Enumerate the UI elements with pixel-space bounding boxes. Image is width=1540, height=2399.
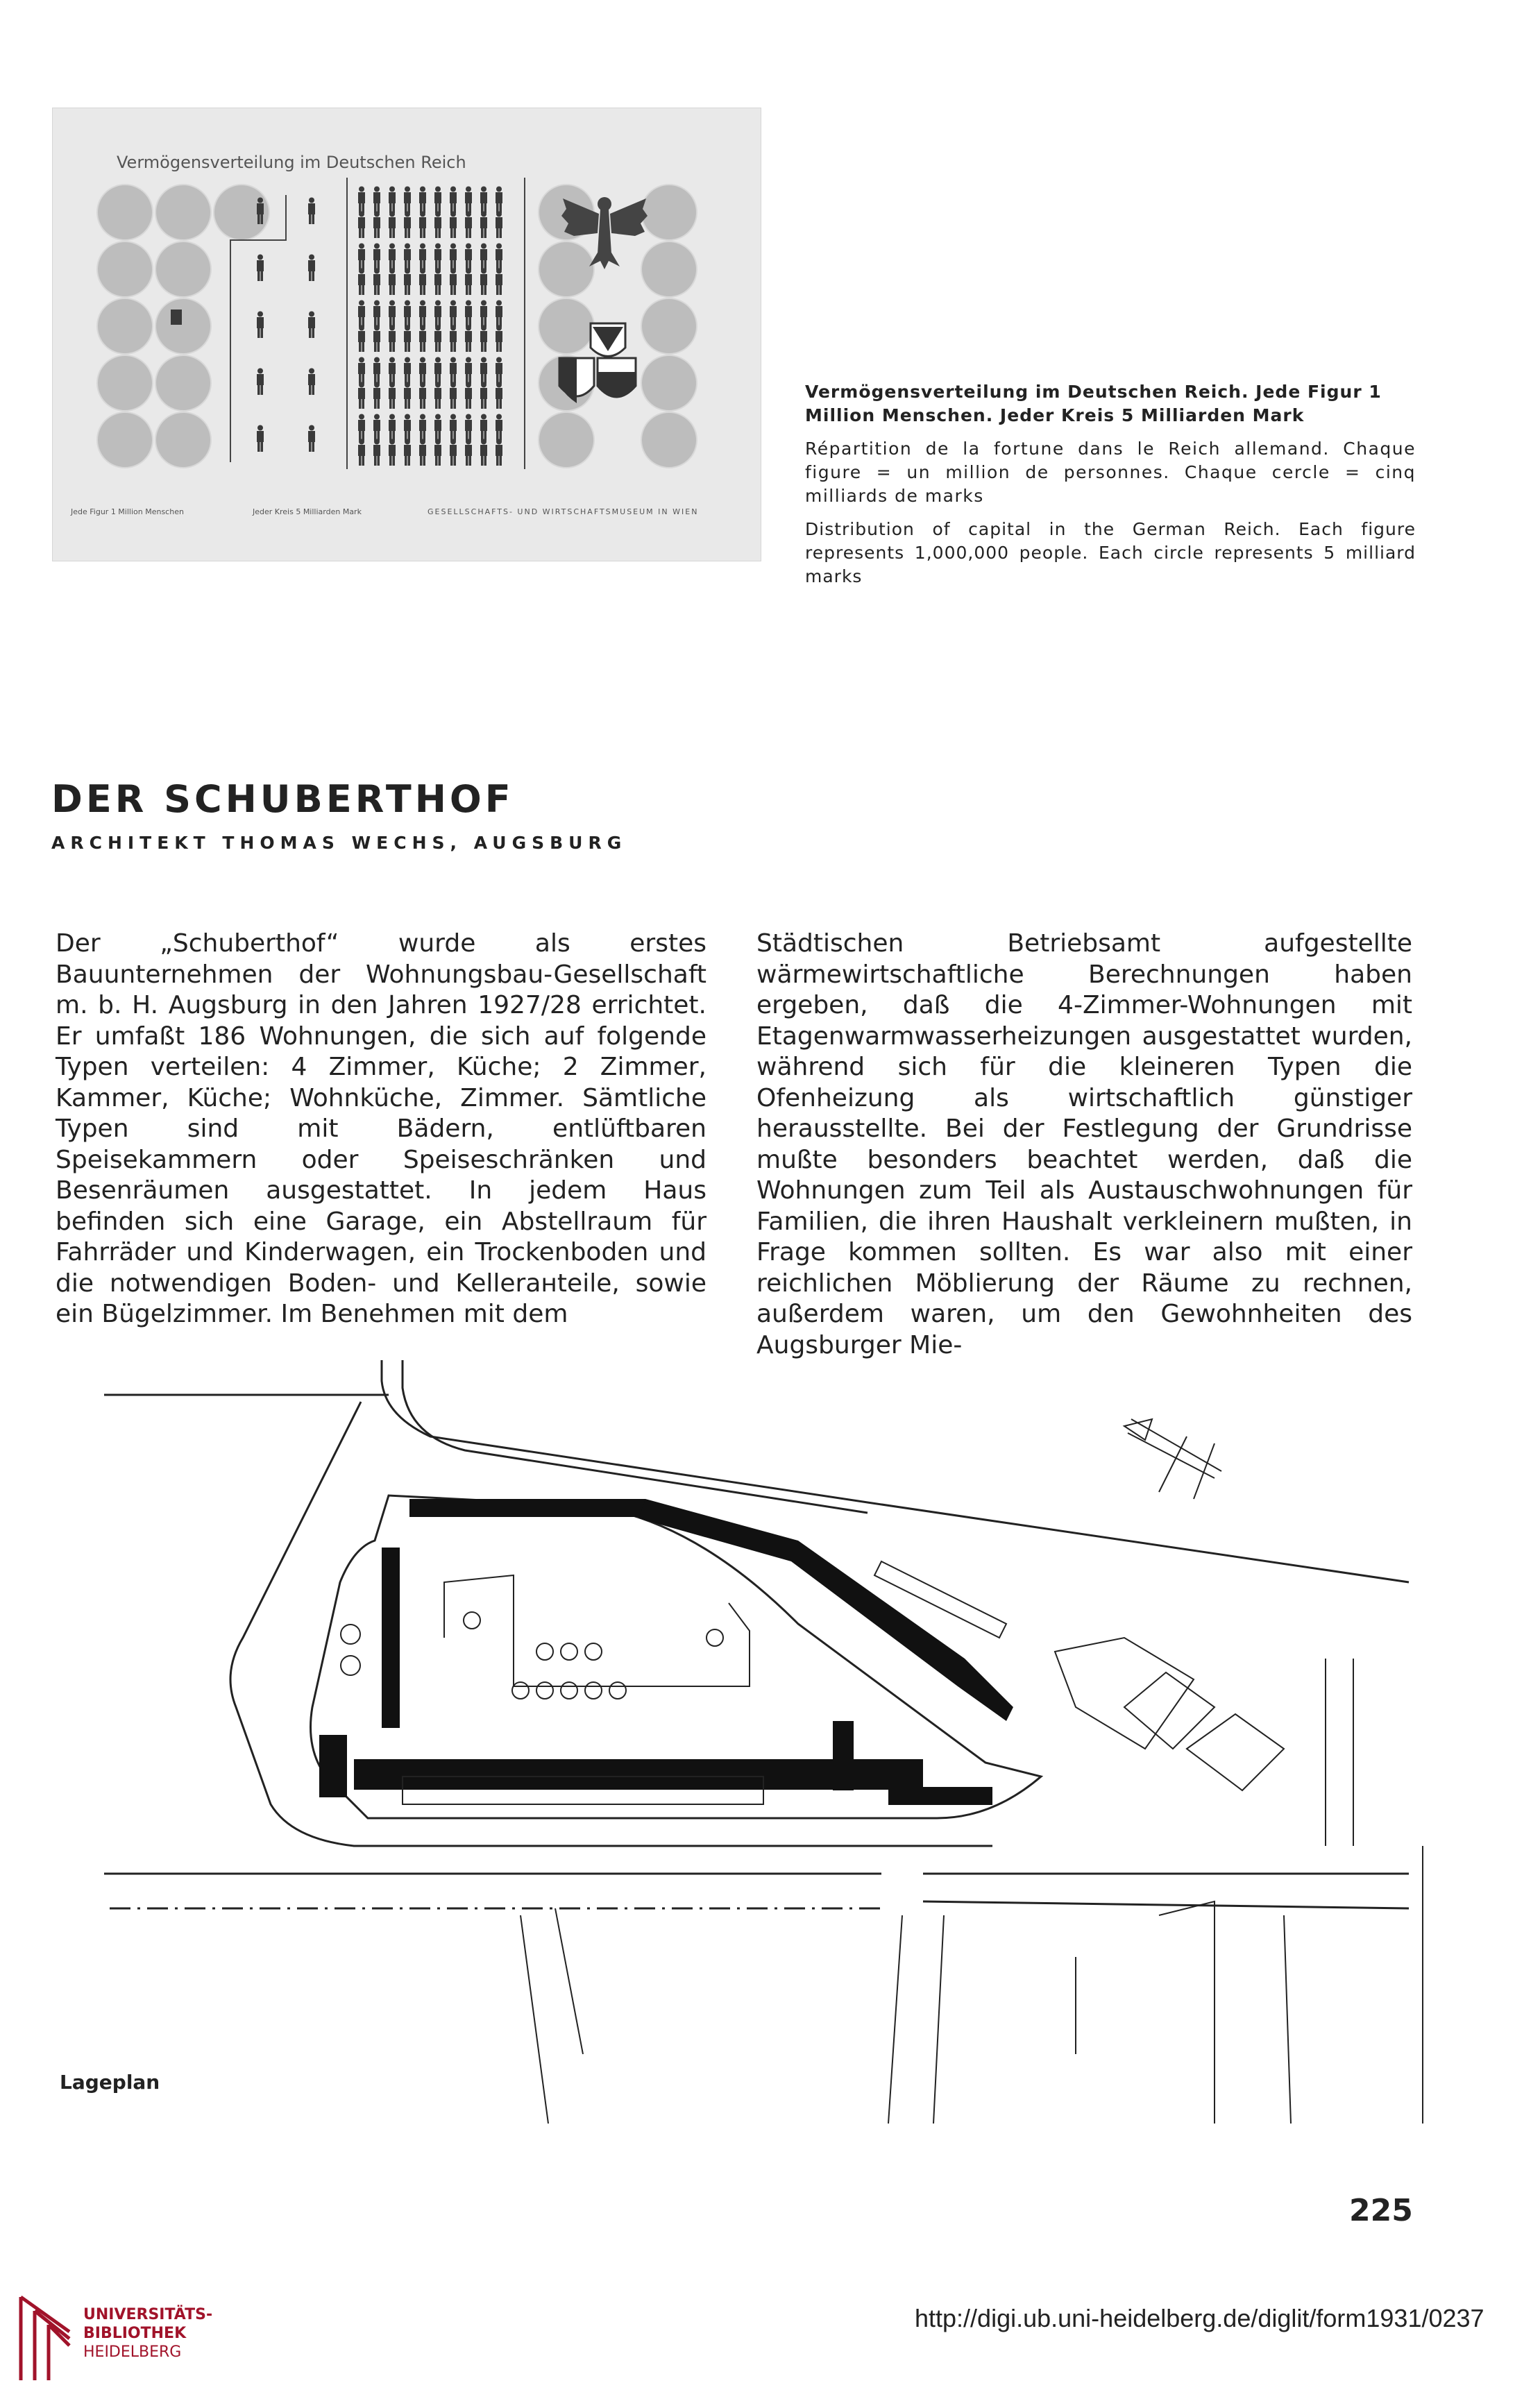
- person-icon: [389, 357, 396, 384]
- person-icon: [465, 269, 472, 296]
- person-icon: [308, 368, 315, 396]
- person-icon: [434, 244, 441, 271]
- person-icon: [389, 439, 396, 466]
- circle-icon: [97, 185, 153, 240]
- person-icon: [496, 300, 502, 328]
- person-icon: [450, 244, 457, 271]
- isotype-figure: [53, 108, 761, 561]
- person-icon: [450, 414, 457, 441]
- person-icon: [419, 382, 426, 409]
- person-icon: [373, 269, 380, 296]
- article-title: DER SCHUBERTHOF: [51, 777, 514, 821]
- person-icon: [434, 300, 441, 328]
- footer-url-link[interactable]: http://digi.ub.uni-heidelberg.de/diglit/form1931/0237: [915, 2304, 1484, 2332]
- person-icon: [496, 269, 502, 296]
- person-icon: [389, 187, 396, 214]
- circle-icon: [539, 412, 594, 468]
- person-icon: [450, 269, 457, 296]
- circle-icon: [97, 241, 153, 297]
- person-icon: [434, 382, 441, 409]
- circle-icon: [641, 412, 697, 468]
- site-plan-drawing: [104, 1360, 1437, 2158]
- figure-legend-circle: Jeder Kreis 5 Milliarden Mark: [253, 507, 362, 516]
- person-icon: [496, 212, 502, 239]
- person-icon: [419, 244, 426, 271]
- person-icon: [496, 357, 502, 384]
- library-name: UNIVERSITÄTS- BIBLIOTHEK HEIDELBERG: [83, 2306, 213, 2361]
- person-icon: [373, 382, 380, 409]
- person-icon: [434, 212, 441, 239]
- circle-icon: [641, 355, 697, 411]
- north-arrow-icon: [1124, 1419, 1221, 1499]
- person-icon: [389, 212, 396, 239]
- person-icon: [465, 414, 472, 441]
- body-text-left-column: Der „Schuberthof“ wurde als erstes Bauunternehmen der Wohnungsbau-Gesellschaft m. b. H. Augsburg in den Jahren 1927/28 errichtet. Er umfaßt 186 Wohnungen, die sich auf folgende Typen verteilen: 4 Zimmer, Küche; 2 Zimmer, Kammer, Küche; Wohnküche, Zimmer. Sämtliche Typen sind mit Bädern, entlüftbaren Speisekammern oder Speiseschränken und Besenräumen ausgestattet. In jedem Haus befinden sich eine Garage, ein Abstellraum für Fahrräder und Kinderwagen, ein Trockenboden und die notwendigen Boden- und Kellerанteile, sowie ein Bügelzimmer. Im Benehmen mit dem: [56, 929, 706, 1328]
- person-icon: [419, 357, 426, 384]
- person-icon: [373, 439, 380, 466]
- person-icon: [480, 212, 487, 239]
- person-icon: [450, 212, 457, 239]
- person-icon: [450, 439, 457, 466]
- person-icon: [358, 382, 365, 409]
- library-logo-icon: [14, 2290, 76, 2390]
- figure-caption-german: Vermögensverteilung im Deutschen Reich. Jede Figur 1 Million Menschen. Jeder Kreis 5 Milliarden Mark: [805, 382, 1382, 425]
- person-icon: [373, 414, 380, 441]
- person-icon: [358, 300, 365, 328]
- person-icon: [308, 255, 315, 282]
- person-icon: [389, 414, 396, 441]
- person-icon: [480, 300, 487, 328]
- person-icon: [257, 255, 264, 282]
- person-icon: [358, 325, 365, 353]
- circle-icon-group-left: [97, 185, 269, 468]
- isotype-graphic: [53, 108, 761, 561]
- person-icon: [465, 325, 472, 353]
- figure-title: Vermögensverteilung im Deutschen Reich: [117, 153, 466, 172]
- person-icon: [404, 244, 411, 271]
- person-icon: [480, 357, 487, 384]
- person-icon: [480, 187, 487, 214]
- person-icon: [373, 187, 380, 214]
- person-icon: [308, 425, 315, 452]
- circle-icon: [641, 185, 697, 240]
- person-icon: [389, 300, 396, 328]
- person-icon: [404, 212, 411, 239]
- figure-legend-figure: Jede Figur 1 Million Menschen: [71, 507, 184, 516]
- person-icon: [465, 187, 472, 214]
- person-icon: [434, 439, 441, 466]
- person-icon: [496, 414, 502, 441]
- person-icon: [465, 357, 472, 384]
- person-icon: [480, 269, 487, 296]
- page-number: 225: [1349, 2193, 1413, 2228]
- person-icon: [358, 187, 365, 214]
- circle-icon: [155, 185, 211, 240]
- circle-icon: [539, 298, 594, 354]
- person-icon-group: [257, 187, 502, 466]
- person-icon: [358, 357, 365, 384]
- person-icon: [389, 244, 396, 271]
- person-icon: [373, 300, 380, 328]
- person-icon: [358, 414, 365, 441]
- person-icon: [404, 269, 411, 296]
- person-icon: [480, 382, 487, 409]
- person-icon: [358, 439, 365, 466]
- person-icon: [404, 300, 411, 328]
- person-icon: [373, 212, 380, 239]
- person-icon: [465, 382, 472, 409]
- person-icon: [389, 325, 396, 353]
- person-icon: [450, 187, 457, 214]
- person-icon: [257, 368, 264, 396]
- site-plan-label: Lageplan: [60, 2071, 160, 2094]
- person-icon: [373, 325, 380, 353]
- person-icon: [465, 244, 472, 271]
- person-icon: [465, 439, 472, 466]
- article-subtitle: ARCHITEKT THOMAS WECHS, AUGSBURG: [51, 833, 627, 853]
- person-icon: [450, 325, 457, 353]
- person-icon: [450, 300, 457, 328]
- circle-icon: [539, 241, 594, 297]
- person-icon: [434, 357, 441, 384]
- circle-icon: [97, 412, 153, 468]
- person-icon: [419, 439, 426, 466]
- person-icon: [419, 300, 426, 328]
- person-icon: [257, 312, 264, 339]
- person-icon: [434, 414, 441, 441]
- figure-caption-english: Distribution of capital in the German Reich. Each figure represents 1,000,000 people. Each circle represents 5 milliard marks: [805, 519, 1416, 586]
- person-icon: [404, 357, 411, 384]
- person-icon: [480, 414, 487, 441]
- person-icon: [465, 300, 472, 328]
- figure-caption-french: Répartition de la fortune dans le Reich allemand. Chaque figure = un million de personnes. Chaque cercle = cinq milliards de marks: [805, 439, 1416, 506]
- person-icon: [480, 439, 487, 466]
- circle-icon: [155, 298, 211, 354]
- person-icon: [480, 244, 487, 271]
- person-icon: [419, 325, 426, 353]
- circle-icon: [97, 298, 153, 354]
- figure-legend-museum: GESELLSCHAFTS- UND WIRTSCHAFTSMUSEUM IN WIEN: [428, 507, 699, 516]
- circle-icon: [97, 355, 153, 411]
- person-icon: [496, 439, 502, 466]
- person-icon: [419, 269, 426, 296]
- circle-icon: [155, 412, 211, 468]
- person-icon: [496, 382, 502, 409]
- person-icon: [358, 212, 365, 239]
- person-icon: [389, 269, 396, 296]
- person-icon: [434, 187, 441, 214]
- person-icon: [358, 269, 365, 296]
- person-icon: [308, 312, 315, 339]
- person-icon: [308, 198, 315, 225]
- person-icon: [404, 439, 411, 466]
- person-icon: [373, 244, 380, 271]
- circle-icon: [155, 241, 211, 297]
- person-icon: [373, 357, 380, 384]
- person-icon: [465, 212, 472, 239]
- person-icon: [450, 382, 457, 409]
- person-icon: [419, 212, 426, 239]
- person-icon: [450, 357, 457, 384]
- body-text-right-column: Städtischen Betriebsamt aufgestellte wärmewirtschaftliche Berechnungen haben ergeben, daß die 4-Zimmer-Wohnungen mit Etagenwarmwasserheizungen ausgestattet wurden, während sich für die kleineren Typen die Ofenheizung als wirtschaftlich günstiger herausstellte. Bei der Festlegung der Grundrisse mußte besonders beachtet werden, daß die Wohnungen zum Teil als Austauschwohnungen für Familien, die ihren Haushalt verkleinern mußten, in Frage kommen sollten. Es war also mit einer reichlichen Möblierung der Räume zu rechnen, außerdem waren, um den Gewohnheiten des Augsburger Mie-: [756, 929, 1412, 1359]
- circle-icon: [155, 355, 211, 411]
- person-icon: [404, 325, 411, 353]
- person-icon: [496, 244, 502, 271]
- person-icon: [480, 325, 487, 353]
- person-icon: [434, 325, 441, 353]
- person-icon: [434, 269, 441, 296]
- circle-icon: [641, 298, 697, 354]
- person-icon: [496, 325, 502, 353]
- person-icon: [419, 187, 426, 214]
- person-icon: [358, 244, 365, 271]
- person-icon: [389, 382, 396, 409]
- person-icon: [404, 382, 411, 409]
- person-icon: [257, 425, 264, 452]
- person-icon: [496, 187, 502, 214]
- circle-icon: [641, 241, 697, 297]
- person-icon: [404, 414, 411, 441]
- person-icon: [419, 414, 426, 441]
- person-icon: [404, 187, 411, 214]
